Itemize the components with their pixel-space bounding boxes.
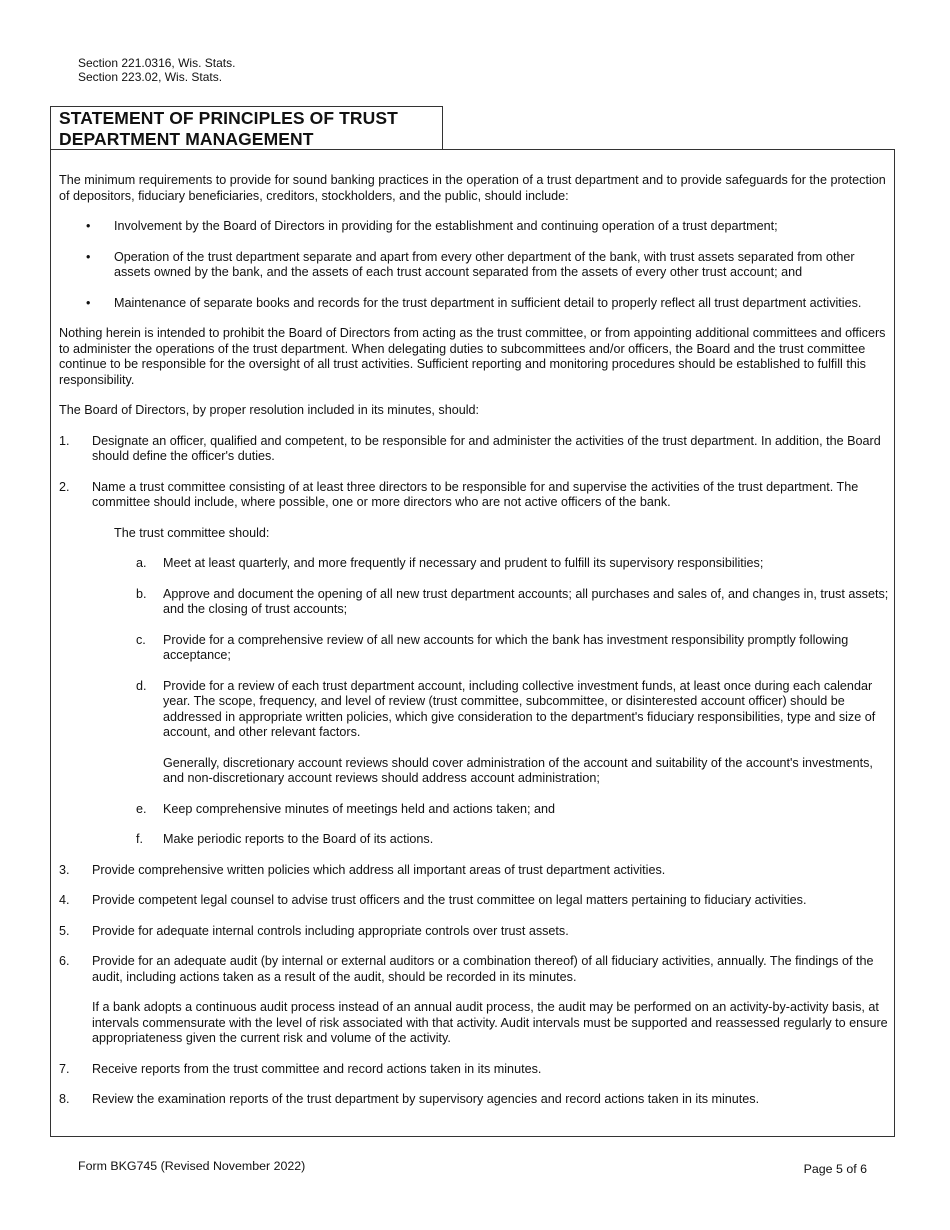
lettered-item [59, 633, 889, 664]
item-letter: a. [136, 556, 147, 570]
item-letter: f. [136, 832, 143, 846]
item-text: Provide for a comprehensive review of all new accounts for which the bank has investment responsibility promptly following acceptance; [163, 632, 849, 662]
item-number: 1. [59, 433, 70, 448]
item-text: Approve and document the opening of all new trust department accounts; all purchases and sales of, and changes in, trust assets; and the closing of trust accounts; [163, 586, 889, 616]
item-number: 5. [59, 923, 70, 938]
numbered-item [59, 954, 889, 985]
bullet-text: Involvement by the Board of Directors in providing for the establishment and continuing operation of a trust department; [114, 219, 778, 233]
bullet-icon: • [86, 249, 91, 264]
item-number: 4. [59, 893, 70, 907]
numbered-item [59, 1092, 889, 1108]
item-text: Provide competent legal counsel to advise trust officers and the trust committee on legal matters pertaining to fiduciary activities. [92, 893, 807, 907]
item-letter: e. [136, 801, 147, 816]
item-number: 2. [59, 479, 70, 494]
numbered-item [59, 434, 889, 465]
item-text: Make periodic reports to the Board of its actions. [163, 832, 434, 846]
bullet-item [59, 296, 889, 312]
committee-intro: The trust committee should: [114, 525, 270, 540]
numbered-item [59, 924, 889, 940]
lettered-item [59, 802, 889, 818]
item-letter: d. [136, 678, 147, 693]
item-text: Receive reports from the trust committee and record actions taken in its minutes. [92, 1061, 542, 1076]
item-text: Review the examination reports of the trust department by supervisory agencies and record actions taken in its minutes. [92, 1092, 760, 1106]
lettered-item [59, 556, 889, 572]
page-number: Page 5 of 6 [803, 1162, 867, 1176]
item-text: Provide comprehensive written policies which address all important areas of trust department activities. [92, 862, 666, 877]
lettered-item [59, 832, 889, 848]
item-number: 7. [59, 1061, 70, 1076]
document-body [59, 173, 889, 1123]
lettered-item [59, 587, 889, 618]
bullet-item [59, 219, 889, 235]
item-letter: c. [136, 632, 146, 647]
bullet-icon: • [86, 219, 91, 233]
statute-reference: Section 221.0316, Wis. Stats. [78, 56, 236, 70]
bullet-text: Maintenance of separate books and records for the trust department in sufficient detail to properly reflect all trust department activities. [114, 295, 862, 310]
bullet-icon: • [86, 295, 91, 310]
form-identifier: Form BKG745 (Revised November 2022) [78, 1159, 306, 1173]
item-letter: b. [136, 586, 147, 601]
item-number: 6. [59, 954, 70, 968]
item-text: Name a trust committee consisting of at least three directors to be responsible for and supervise the activities of the trust department. The committee should include, where possible, one or more directors who are not active officers of the bank. [92, 479, 859, 509]
numbered-item [59, 863, 889, 879]
numbered-item [59, 893, 889, 909]
item-text: Designate an officer, qualified and competent, to be responsible for and administer the activities of the trust department. In addition, the Board should define the officer's duties. [92, 433, 881, 463]
numbered-item [59, 480, 889, 511]
title-box [50, 106, 443, 149]
item-text: Keep comprehensive minutes of meetings held and actions taken; and [163, 801, 556, 816]
statute-reference: Section 223.02, Wis. Stats. [78, 70, 223, 84]
item-number: 8. [59, 1092, 70, 1106]
item-text: Provide for an adequate audit (by internal or external auditors or a combination thereof) of all fiduciary activities, annually. The findings of the audit, including actions taken as a result of the audit, should be recorded in its minutes. [92, 954, 874, 984]
audit-note: If a bank adopts a continuous audit process instead of an annual audit process, the audit may be performed on an activity-by-activity basis, at intervals commensurate with the level of risk associated with that activity. Audit intervals must be supported and reassessed regularly to ensure appropriateness given the current risk and volume of the activity. [92, 1000, 888, 1045]
page-title: STATEMENT OF PRINCIPLES OF TRUST DEPARTMENT MANAGEMENT [59, 108, 398, 149]
lettered-item [59, 679, 889, 741]
item-number: 3. [59, 862, 70, 877]
intro-paragraph: The minimum requirements to provide for sound banking practices in the operation of a trust department and to provide safeguards for the protection of depositors, fiduciary beneficiaries, creditors, stockholders, and the public, should include: [59, 173, 886, 203]
bullet-item [59, 250, 889, 281]
item-text: Meet at least quarterly, and more frequently if necessary and prudent to fulfill its supervisory responsibilities; [163, 556, 764, 570]
item-text: Provide for adequate internal controls including appropriate controls over trust assets. [92, 923, 569, 938]
review-note: Generally, discretionary account reviews should cover administration of the account and suitability of the account's investments, and non-discretionary account reviews should address account administration; [163, 755, 873, 785]
numbered-item [59, 1062, 889, 1078]
delegation-paragraph: Nothing herein is intended to prohibit the Board of Directors from acting as the trust committee, or from appointing additional committees and officers to administer the operations of the trust department. When delegating duties to subcommittees and/or officers, the Board and the trust committee continue to be responsible for the oversight of all trust activities. Sufficient reporting and monitoring procedures should be established to fulfill this responsibility. [59, 326, 886, 387]
item-text: Provide for a review of each trust department account, including collective investment funds, at least once during each calendar year. The scope, frequency, and level of review (trust committee, subcommittee, or disinterested account officer) should be addressed in appropriate written policies, which give consideration to the department's fiduciary responsibilities, type and size of account, and other relevant factors. [163, 678, 876, 739]
board-intro: The Board of Directors, by proper resolution included in its minutes, should: [59, 403, 480, 417]
bullet-text: Operation of the trust department separate and apart from every other department of the bank, with trust assets separated from other assets owned by the bank, and the assets of each trust account separated from the assets of every other trust account; and [114, 249, 855, 279]
statute-references [78, 56, 235, 84]
